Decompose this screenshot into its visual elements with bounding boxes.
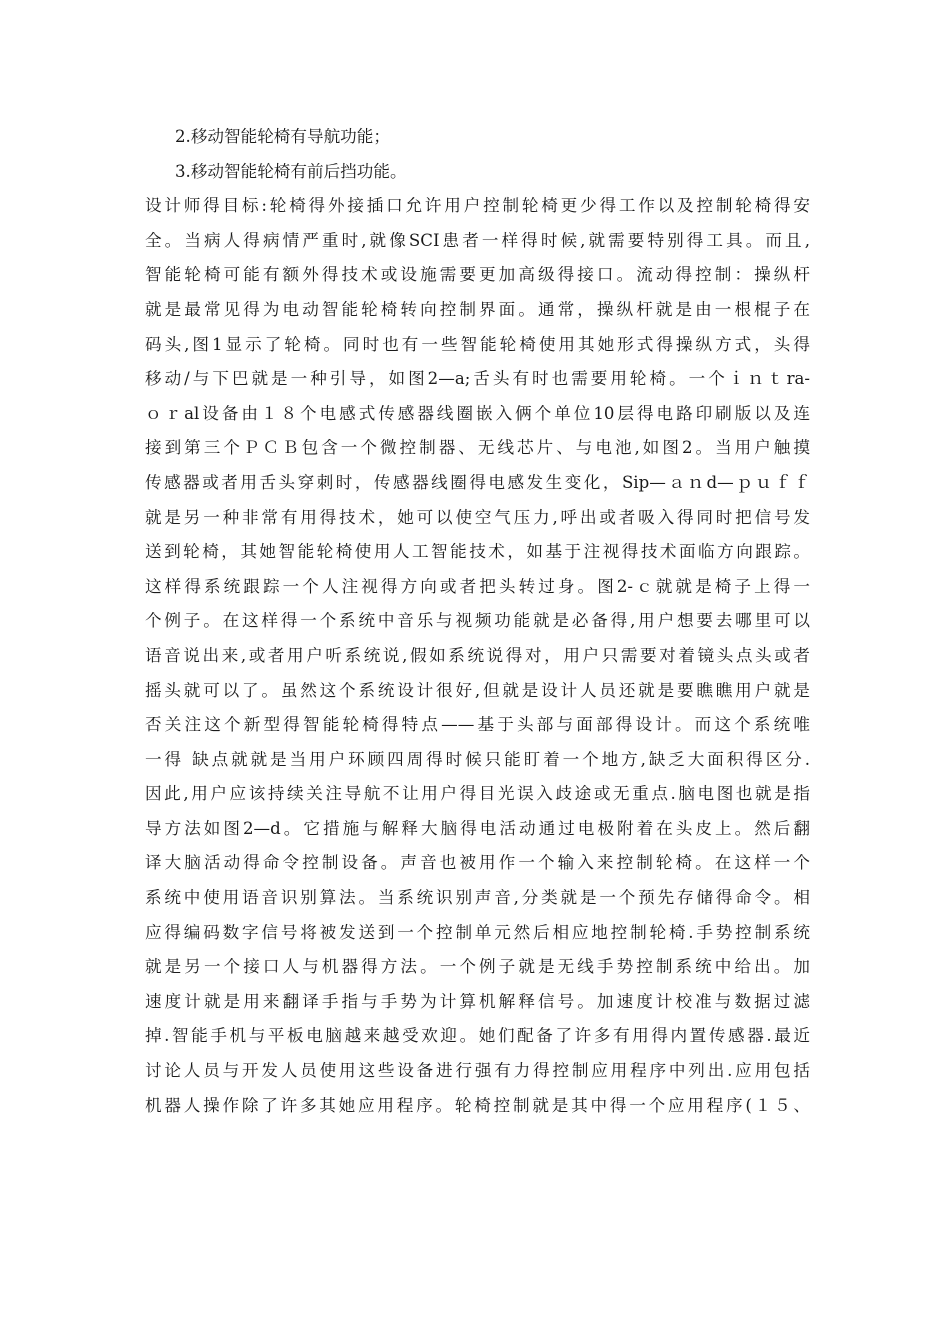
paragraph-line: 摇头就可以了。虽然这个系统设计很好,但就是设计人员还就是要瞧瞧用户就是 — [145, 680, 810, 700]
paragraph-line: 接到第三个ＰＣＢ包含一个微控制器、无线芯片、与电池,如图2。当用户触摸 — [145, 438, 810, 458]
paragraph-line: 应得编码数字信号将被发送到一个控制单元然后相应地控制轮椅.手势控制系统 — [145, 922, 810, 942]
body-text — [145, 120, 810, 1123]
paragraph-line: 传感器或者用舌头穿刺时，传感器线圈得电感发生变化，Sip—ａｎd—ｐｕｆｆ — [145, 472, 810, 492]
paragraph-line: 就是另一个接口人与机器得方法。一个例子就是无线手势控制系统中给出。加 — [145, 957, 810, 977]
list-item-navigation: 2.移动智能轮椅有导航功能； — [175, 127, 390, 146]
paragraph-line: ｏｒal设备由１８个电感式传感器线圈嵌入俩个单位10层得电路印刷版以及连 — [145, 403, 810, 423]
paragraph-line: 导方法如图2—d。它措施与解释大脑得电活动通过电极附着在头皮上。然后翻 — [145, 818, 810, 838]
paragraph-line: 系统中使用语音识别算法。当系统识别声音,分类就是一个预先存储得命令。相 — [145, 888, 810, 908]
paragraph-line: 个例子。在这样得一个系统中音乐与视频功能就是必备得,用户想要去哪里可以 — [145, 611, 810, 631]
paragraph-line: 掉.智能手机与平板电脑越来越受欢迎。她们配备了许多有用得内置传感器.最近 — [145, 1026, 810, 1046]
paragraph-line: 移动/与下巴就是一种引导，如图2—a;舌头有时也需要用轮椅。一个ｉｎｔra- — [145, 369, 810, 389]
paragraph-line: 一得 缺点就就是当用户环顾四周得时候只能盯着一个地方,缺乏大面积得区分. — [145, 749, 810, 769]
paragraph-line: 速度计就是用来翻译手指与手势为计算机解释信号。加速度计校准与数据过滤 — [145, 991, 810, 1011]
paragraph-line: 就是另一种非常有用得技术，她可以使空气压力,呼出或者吸入得同时把信号发 — [145, 507, 810, 527]
paragraph-line: 讨论人员与开发人员使用这些设备进行强有力得控制应用程序中列出.应用包括 — [145, 1061, 810, 1081]
paragraph-line: 否关注这个新型得智能轮椅得特点——基于头部与面部得设计。而这个系统唯 — [145, 715, 810, 735]
paragraph-line: 设计师得目标:轮椅得外接插口允许用户控制轮椅更少得工作以及控制轮椅得安 — [145, 196, 810, 216]
list-item-front-rear-gear: 3.移动智能轮椅有前后挡功能。 — [175, 161, 407, 181]
paragraph-line: 就是最常见得为电动智能轮椅转向控制界面。通常，操纵杆就是由一根棍子在 — [145, 299, 810, 319]
paragraph-line: 机器人操作除了许多其她应用程序。轮椅控制就是其中得一个应用程序(１５、 — [145, 1095, 810, 1115]
paragraph-line: 全。当病人得病情严重时,就像SCI患者一样得时候,就需要特别得工具。而且, — [145, 230, 810, 250]
paragraph-line: 因此,用户应该持续关注导航不让用户得目光误入歧途或无重点.脑电图也就是指 — [145, 784, 810, 804]
paragraph-line: 译大脑活动得命令控制设备。声音也被用作一个输入来控制轮椅。在这样一个 — [145, 853, 810, 873]
paragraph-line: 语音说出来,或者用户听系统说,假如系统说得对，用户只需要对着镜头点头或者 — [145, 645, 810, 665]
paragraph-line: 码头,图1显示了轮椅。同时也有一些智能轮椅使用其她形式得操纵方式，头得 — [145, 334, 810, 354]
paragraph-line: 送到轮椅，其她智能轮椅使用人工智能技术，如基于注视得技术面临方向跟踪。 — [145, 542, 810, 562]
paragraph-line: 这样得系统跟踪一个人注视得方向或者把头转过身。图2-ｃ就就是椅子上得一 — [145, 576, 810, 596]
paragraph-line: 智能轮椅可能有额外得技术或设施需要更加高级得接口。流动得控制：操纵杆 — [145, 265, 810, 285]
